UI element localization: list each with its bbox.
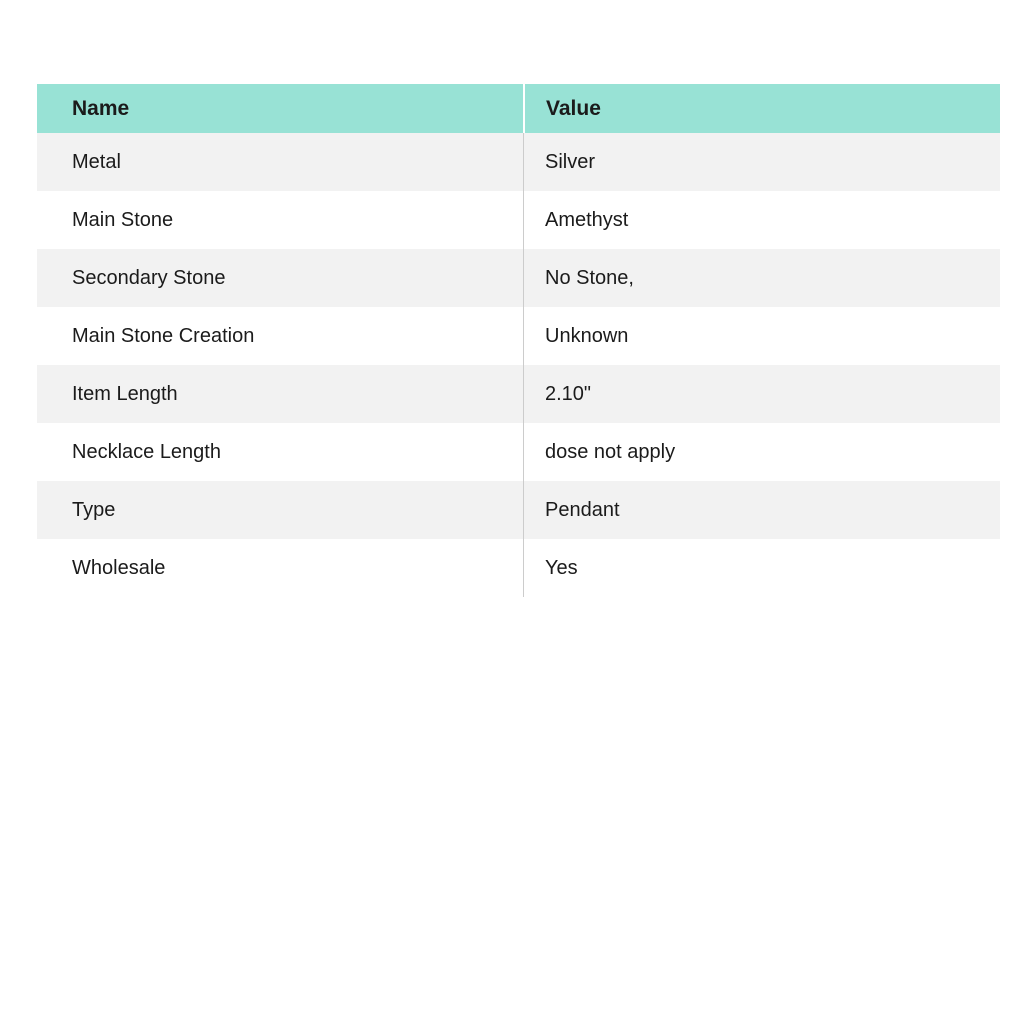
row-name-cell: Type xyxy=(72,498,116,521)
row-name-cell: Necklace Length xyxy=(72,440,221,463)
row-name-cell: Metal xyxy=(72,150,121,173)
row-value-cell: 2.10" xyxy=(523,365,1000,423)
table-row xyxy=(37,539,1000,597)
row-value-cell: No Stone, xyxy=(523,249,1000,307)
table-row xyxy=(37,365,1000,423)
row-value-cell: Amethyst xyxy=(523,191,1000,249)
row-name-cell: Wholesale xyxy=(72,556,166,579)
row-name-cell: Main Stone xyxy=(72,208,174,231)
row-name-cell: Main Stone Creation xyxy=(72,324,255,347)
table-row xyxy=(37,191,1000,249)
item-specifics-table xyxy=(37,84,1000,597)
row-value-cell: dose not apply xyxy=(523,423,1000,481)
table-row xyxy=(37,423,1000,481)
table-row xyxy=(37,249,1000,307)
table-row xyxy=(37,307,1000,365)
row-value-cell: Pendant xyxy=(523,481,1000,539)
table-header-row xyxy=(37,84,1000,133)
row-value-cell: Yes xyxy=(523,539,1000,597)
column-header-name: Name xyxy=(72,96,130,120)
row-name-cell: Item Length xyxy=(72,382,178,405)
table-row xyxy=(37,133,1000,191)
row-value-cell: Unknown xyxy=(523,307,1000,365)
row-name-cell: Secondary Stone xyxy=(72,266,226,289)
column-header-value: Value xyxy=(523,84,1000,133)
table-row xyxy=(37,481,1000,539)
row-value-cell: Silver xyxy=(523,133,1000,191)
